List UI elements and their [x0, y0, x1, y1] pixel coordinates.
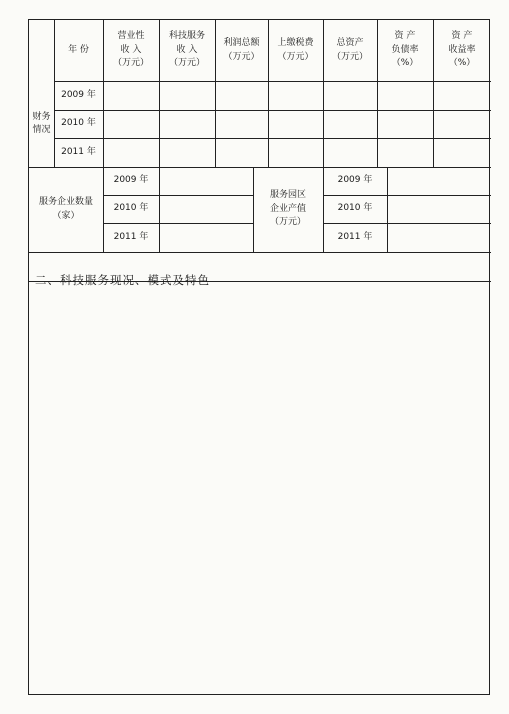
finance-row-divider — [54, 138, 491, 139]
finance-year-2011: 2011 年 — [61, 146, 96, 157]
enterprise-count-label: 服务企业数量 （家） — [38, 197, 93, 221]
park-col-divider — [387, 167, 388, 252]
finance-header-total-assets: 总资产 （万元） — [331, 38, 368, 62]
enterprise-col-divider — [159, 167, 160, 252]
finance-header-divider — [54, 81, 491, 82]
enterprise-year-2009: 2009 年 — [113, 175, 149, 186]
finance-header-service-income: 科技服务 收 入 （万元） — [168, 31, 205, 69]
finance-year-2009: 2009 年 — [61, 89, 96, 100]
finance-header-total-profit: 利润总额 （万元） — [223, 38, 260, 62]
finance-year-2010: 2010 年 — [61, 118, 96, 129]
enterprise-year-2010: 2010 年 — [113, 203, 149, 214]
park-year-2011: 2011 年 — [337, 231, 373, 242]
section-content-area[interactable] — [29, 282, 489, 694]
finance-header-operating-income: 营业性 收 入 （万元） — [112, 31, 149, 69]
finance-header-taxes-paid: 上缴税费 （万元） — [277, 38, 314, 62]
section-title: 二、科技服务现况、模式及特色 — [35, 273, 210, 287]
enterprise-bottom-border — [29, 252, 491, 253]
form-sheet — [28, 19, 490, 695]
finance-side-label: 财务 情况 — [32, 111, 51, 135]
park-year-2010: 2010 年 — [337, 203, 373, 214]
park-year-2009: 2009 年 — [337, 175, 373, 186]
enterprise-year-2011: 2011 年 — [113, 231, 149, 242]
finance-row-divider — [54, 110, 491, 111]
park-output-label: 服务园区 企业产值 （万元） — [269, 190, 306, 228]
finance-header-year: 年 份 — [68, 44, 89, 55]
finance-header-debt-ratio: 资 产 负债率 （%） — [391, 31, 419, 69]
finance-header-return-ratio: 资 产 收益率 （%） — [448, 31, 476, 69]
